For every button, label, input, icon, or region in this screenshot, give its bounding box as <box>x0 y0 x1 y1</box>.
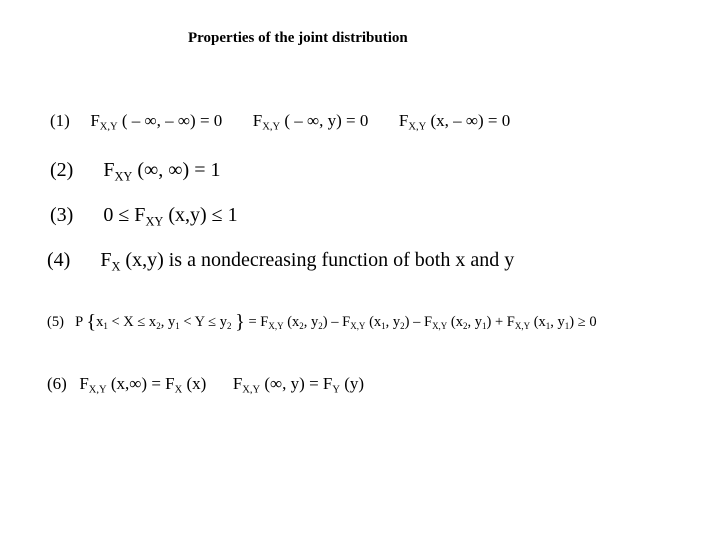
cdf-symbol: F <box>232 374 243 393</box>
expression: (x,∞) = F <box>110 374 175 393</box>
expression: , y <box>160 314 176 330</box>
expression: x <box>96 314 104 330</box>
cdf-symbol: F <box>79 374 89 393</box>
subscript: 1 <box>381 321 386 332</box>
expression: ) + F <box>486 314 515 330</box>
subscript: X,Y <box>99 121 118 133</box>
subscript: Y <box>332 384 340 396</box>
property-number: (1) <box>50 111 70 130</box>
expression: (x <box>287 314 300 330</box>
subscript: XY <box>145 214 164 229</box>
property-4 <box>47 249 515 274</box>
property-number: (4) <box>47 249 71 271</box>
property-6 <box>47 374 365 396</box>
expression: < Y ≤ y <box>183 314 227 330</box>
expression: (x <box>369 314 382 330</box>
subscript: 1 <box>482 321 487 332</box>
expression: ( – ∞, y) = 0 <box>284 111 369 130</box>
subscript: XY <box>114 169 133 184</box>
property-2 <box>50 159 221 184</box>
subscript: X,Y <box>88 384 107 396</box>
expression: = F <box>248 314 269 330</box>
expression: ) – F <box>322 314 351 330</box>
property-number: (2) <box>50 159 74 181</box>
property-number: (6) <box>47 374 67 393</box>
subscript: 2 <box>463 321 468 332</box>
left-brace: { <box>86 311 97 334</box>
subscript: X,Y <box>262 121 281 133</box>
expression: (y) <box>344 374 365 393</box>
subscript: X,Y <box>242 384 261 396</box>
expression: (x,y) is a nondecreasing function of both x and y <box>125 249 515 271</box>
subscript: 1 <box>564 321 570 332</box>
subscript: X <box>111 259 121 274</box>
expression: ) – F <box>404 314 433 330</box>
expression: (∞, y) = F <box>264 374 333 393</box>
subscript: X <box>174 384 183 396</box>
subscript: X,Y <box>514 321 531 332</box>
subscript: X,Y <box>432 321 448 332</box>
cdf-symbol: F <box>398 111 409 130</box>
expression: (x,y) ≤ 1 <box>168 204 238 226</box>
cdf-symbol: F <box>252 111 263 130</box>
subscript: 2 <box>299 321 304 332</box>
right-brace: } <box>235 311 245 334</box>
subscript: 2 <box>400 321 405 332</box>
expression: ) ≥ 0 <box>569 314 597 330</box>
expression: , y <box>467 314 483 330</box>
cdf-symbol: F <box>103 159 115 181</box>
expression: < X ≤ x <box>111 314 157 330</box>
subscript: 2 <box>156 321 161 332</box>
expression: , y <box>550 314 565 330</box>
expression: , y <box>385 314 401 330</box>
expression: (x <box>533 314 546 330</box>
expression: , y <box>303 314 319 330</box>
subscript: 1 <box>175 321 180 332</box>
expression: 0 ≤ F <box>103 204 146 226</box>
subscript: X,Y <box>408 121 427 133</box>
subscript: X,Y <box>268 321 284 332</box>
property-3 <box>50 204 238 229</box>
subscript: 1 <box>103 321 108 332</box>
expression: ( – ∞, – ∞) = 0 <box>121 111 223 130</box>
expression: (x, – ∞) = 0 <box>430 111 511 130</box>
property-1 <box>50 111 511 133</box>
expression: (x <box>450 314 464 330</box>
subscript: 2 <box>226 321 232 332</box>
slide-title: Properties of the joint distribution <box>188 30 408 46</box>
cdf-symbol: F <box>90 111 100 130</box>
subscript: 2 <box>318 321 323 332</box>
property-5 <box>47 311 597 334</box>
property-number: (5) <box>47 314 64 330</box>
probability-symbol: P <box>75 314 83 330</box>
expression: (x) <box>186 374 207 393</box>
expression: (∞, ∞) = 1 <box>137 159 221 181</box>
cdf-symbol: F <box>100 249 112 271</box>
subscript: X,Y <box>350 321 366 332</box>
property-number: (3) <box>50 204 74 226</box>
subscript: 1 <box>545 321 551 332</box>
